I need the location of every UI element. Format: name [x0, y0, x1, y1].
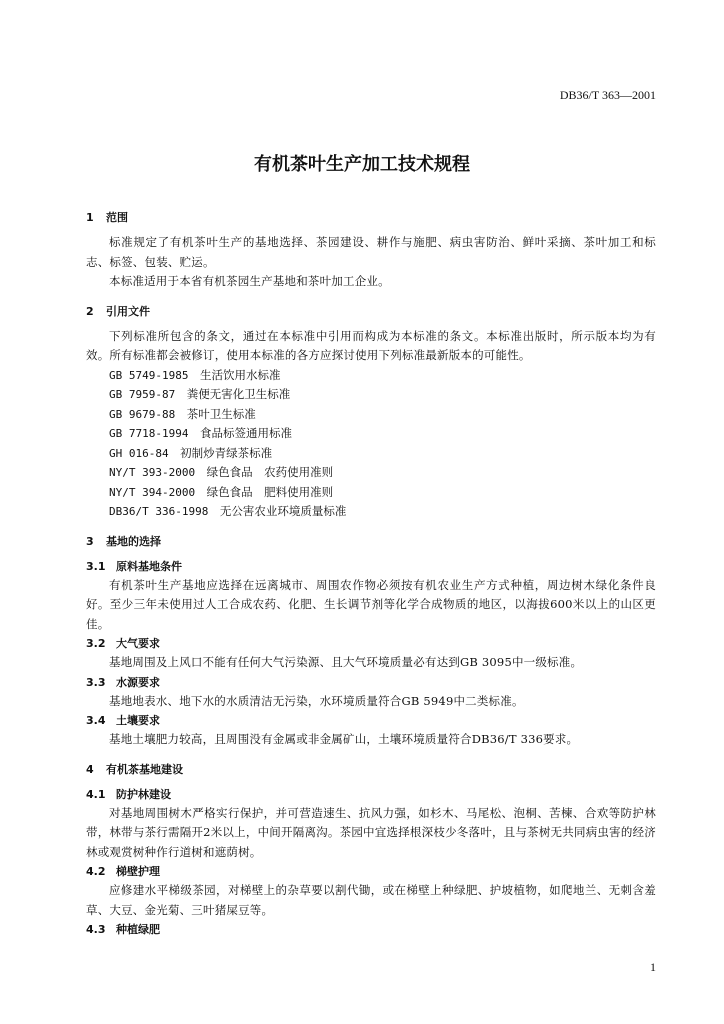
paragraph: 应修建水平梯级茶园，对梯壁上的杂草要以割代锄，或在梯壁上种绿肥、护坡植物，如爬地兰、无刺含羞草、大豆、金光菊、三叶猪屎豆等。	[86, 883, 656, 917]
subsection-number: 3.4	[86, 714, 106, 727]
subsection-heading	[86, 711, 656, 730]
section-number: 1	[86, 211, 94, 224]
subsection-title: 防护林建设	[116, 787, 171, 801]
section-heading-4	[86, 760, 656, 779]
subsection-title: 土壤要求	[116, 714, 160, 727]
reference-item	[86, 502, 656, 522]
paragraph: 本标准适用于本省有机茶园生产基地和茶叶加工企业。	[109, 274, 390, 288]
paragraph: 对基地周围树木严格实行保护，并可营造速生、抗风力强，如杉木、马尾松、泡桐、苦楝、合欢等防护林带，林带与茶行需隔开2米以上，中间开隔离沟。茶园中宜选择根深枝少冬落叶，且与茶树无共同病虫害的经济林或观赏树种作行道树和遮荫树。	[86, 805, 656, 859]
reference-code: GB 7959-87	[109, 388, 176, 401]
reference-item	[86, 444, 656, 464]
reference-name: 无公害农业环境质量标准	[219, 504, 347, 518]
subsection-title: 梯壁护理	[116, 865, 160, 878]
section-title: 引用文件	[106, 304, 150, 318]
section-title: 有机茶基地建设	[106, 762, 183, 776]
section-number: 3	[86, 534, 94, 548]
reference-item	[86, 366, 656, 386]
page-number: 1	[650, 960, 656, 974]
section-heading-3	[86, 532, 656, 551]
reference-code: GH 016-84	[109, 446, 169, 460]
reference-item	[86, 405, 656, 425]
section-title: 基地的选择	[106, 534, 161, 548]
subsection-number: 4.3	[86, 923, 106, 936]
reference-name: 绿色食品 肥料使用准则	[206, 484, 334, 499]
reference-item	[86, 424, 656, 444]
reference-name: 食品标签通用标准	[199, 426, 292, 440]
reference-code: NY/T 394-2000	[109, 485, 196, 499]
reference-name: 粪便无害化卫生标准	[186, 387, 291, 401]
subsection-number: 3.1	[86, 559, 106, 573]
subsection-heading	[86, 634, 656, 653]
reference-item	[86, 463, 656, 483]
subsection-title: 原料基地条件	[116, 559, 182, 573]
reference-name: 生活饮用水标准	[199, 367, 281, 382]
section-heading-2	[86, 302, 656, 321]
reference-code: NY/T 393-2000	[109, 466, 196, 479]
subsection-title: 大气要求	[116, 637, 160, 650]
section-number: 4	[86, 762, 94, 776]
section-title: 范围	[106, 211, 128, 224]
standard-code: DB36/T 363—2001	[559, 88, 656, 102]
document-body	[86, 208, 656, 939]
paragraph: 基地地表水、地下水的水质清洁无污染，水环境质量符合GB 5949中二类标准。	[109, 693, 524, 708]
paragraph: 基地周围及上风口不能有任何大气污染源、且大气环境质量必有达到GB 3095中一级标准。	[109, 655, 583, 669]
reference-code: GB 9679-88	[109, 407, 176, 421]
subsection-number: 3.2	[86, 637, 106, 650]
subsection-title: 水源要求	[116, 675, 160, 689]
reference-code: DB36/T 336-1998	[109, 505, 209, 518]
subsection-heading	[86, 862, 656, 881]
reference-code: GB 7718-1994	[109, 427, 189, 440]
subsection-heading	[86, 785, 656, 804]
reference-name: 绿色食品 农药使用准则	[206, 465, 334, 479]
subsection-heading	[86, 673, 656, 692]
reference-code: GB 5749-1985	[109, 368, 189, 382]
paragraph: 基地土壤肥力较高，且周围没有金属或非金属矿山，土壤环境质量符合DB36/T 336要求。	[109, 732, 579, 746]
subsection-heading	[86, 557, 656, 576]
reference-item	[86, 483, 656, 503]
paragraph: 下列标准所包含的条文，通过在本标准中引用而构成为本标准的条文。本标准出版时，所示版本均为有效。所有标准都会被修订，使用本标准的各方应探讨使用下列标准最新版本的可能性。	[86, 328, 656, 362]
subsection-heading	[86, 920, 656, 939]
document-title: 有机茶叶生产加工技术规程	[254, 154, 470, 175]
subsection-number: 3.3	[86, 675, 106, 689]
paragraph: 标准规定了有机茶叶生产的基地选择、茶园建设、耕作与施肥、病虫害防治、鲜叶采摘、茶叶加工和标志、标签、包装、贮运。	[86, 235, 656, 269]
subsection-number: 4.1	[86, 787, 106, 801]
reference-item	[86, 385, 656, 405]
reference-name: 茶叶卫生标准	[186, 406, 256, 421]
subsection-number: 4.2	[86, 865, 106, 878]
section-number: 2	[86, 304, 94, 318]
paragraph: 有机茶叶生产基地应选择在远离城市、周围农作物必须按有机农业生产方式种植，周边树木绿化条件良好。至少三年未使用过人工合成农药、化肥、生长调节剂等化学合成物质的地区，以海拔600米以上的山区更佳。	[86, 577, 656, 631]
reference-name: 初制炒青绿茶标准	[180, 445, 273, 460]
section-heading-1	[86, 208, 656, 227]
subsection-title: 种植绿肥	[116, 923, 160, 936]
